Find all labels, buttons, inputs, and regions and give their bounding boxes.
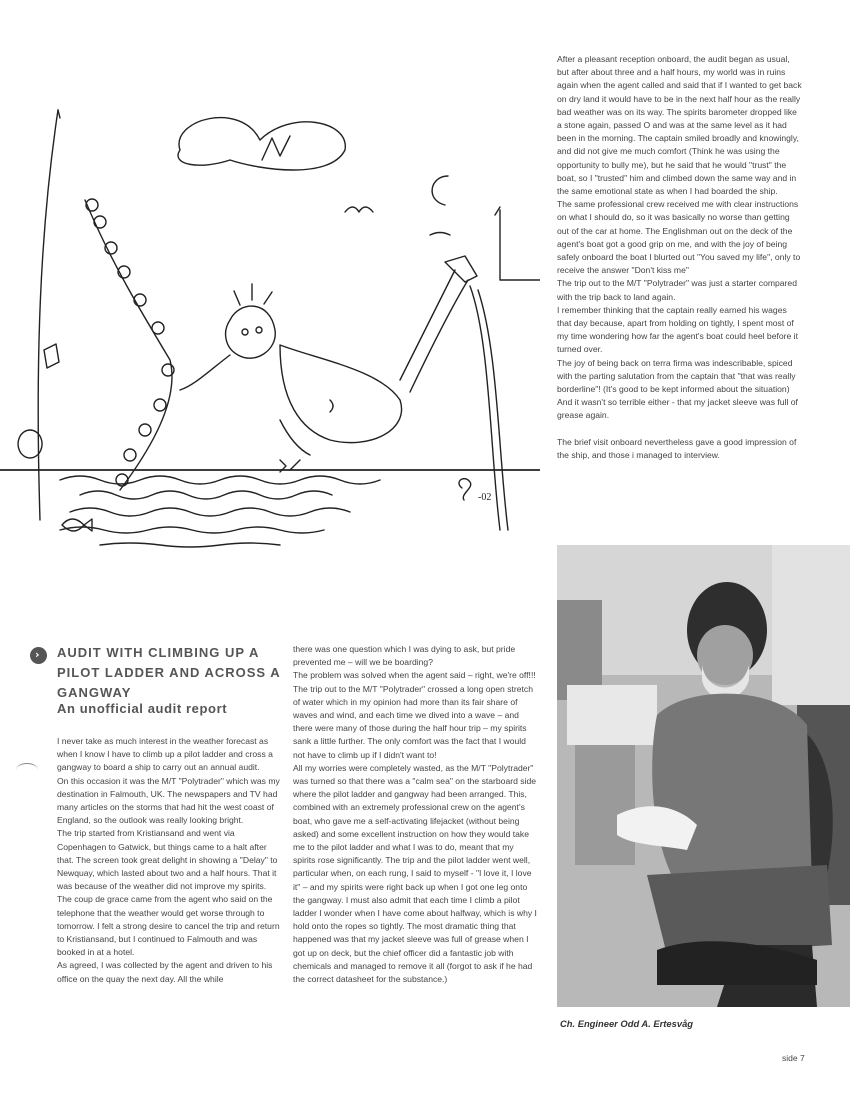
engineer-photo — [557, 545, 850, 1007]
paragraph: The joy of being back on terra firma was indescribable, spiced with the parting salutation from the captain that "that was really borderline"! (It's good to be kept informed about the situation) — [557, 357, 796, 395]
paragraph: The brief visit onboard nevertheless gave a good impression of the ship, and those i managed to interview. — [557, 436, 797, 460]
paragraph: All my worries were completely wasted, as the M/T "Polytrader" was turned so that there was a "calm sea" on the starboard side where the pilot ladder and gangway had been arranged. This, combined with an extremely professional crew on the agent's boat, who gave me a self-activating lifejacket (without being asked) and some excellent instruction on how they would take me to the pilot ladder and what I was to do, meant that my spirits rose significantly. The trip and the pilot ladder went well, particular when, on each rung, I said to myself - "I love it, I love it" – and my spirits were right back up when I got one leg onto the gangway. I must also admit that each time I climb a pilot ladder I wonder when I have come about halfway, which is why I hold onto the ropes so tightly. The most dramatic thing that happened was that my jacket sleeve was full of grease when I got up on deck, but the chief officer did a fantastic job with chemicals and managed to remove it all (forgot to ask if he had the correct datasheet for the substance.) — [293, 762, 537, 985]
cartoon-signature: -02 — [478, 492, 492, 503]
paragraph: The same professional crew received me with clear instructions on what I should do, so it was basically no worse than getting out of the car at home. The Englishman out on the deck of the agent's boat got a good grip on me, and with the joy of being safely onboard the boat I blurted out "You saved my life", only to receive the answer "Don't kiss me" — [557, 199, 801, 276]
left-column-text — [57, 735, 282, 986]
middle-column-text — [293, 643, 538, 986]
paragraph: I remember thinking that the captain really earned his wages that day because, apart from holding on tightly, I spent most of my time wondering how far the agent's boat could heel before it turned over. — [557, 304, 798, 355]
margin-mark — [16, 763, 38, 777]
paragraph: The problem was solved when the agent said – right, we're off!!! The trip out to the M/T "Polytrader" crossed a long open stretch of water which in my opinion had more than its fair share of waves and wind, and each time we dived into a wave – and there were many of those during the half hour trip – my spirits sank a little further. The only comfort was the fact that I would not have to climb up if I didn't want to! — [293, 670, 536, 760]
article-subheading: An unofficial audit report — [57, 701, 228, 716]
paragraph: As agreed, I was collected by the agent and driven to his office on the quay the next day. All the while — [57, 960, 273, 984]
paragraph: The trip started from Kristiansand and went via Copenhagen to Gatwick, but things came to a halt after that. The screen took great delight in showing a "Delay" to Newquay, which lasted about two and a half hours. That it was because of the weather did not improve my spirits. The coup de grace came from the agent who said on the telephone that the weather would get worse through to tomorrow. I felt a strong desire to cancel the trip and return to Kristiansand, but I continued to Falmouth and was booked in at a hotel. — [57, 828, 280, 958]
right-column-text — [557, 53, 802, 462]
paragraph: On this occasion it was the M/T "Polytrader" which was my destination in Falmouth, UK. The newspapers and TV had many articles on the storms that had hit the west coast of England, so the outlook was really looking bright. — [57, 775, 280, 826]
paragraph: After a pleasant reception onboard, the audit began as usual, but after about three and a half hours, my world was in ruins again when the agent called and said that if I wanted to get back on dry land it would have to be in the next half hour as the really bad weather was on its way. The spirits barometer dropped like a stone again, passed O and was at the same level as it had been in the morning. The captain smiled broadly and knowingly, and did not give me much comfort (Think he was using the opportunity to bully me), but he said that he would "trust" the boat, so I "trusted" him and climbed down the same way and in the same emotional state as when I had boarded the ship. — [557, 54, 802, 197]
paragraph: The trip out to the M/T "Polytrader" was just a starter compared with the trip back to land again. — [557, 278, 797, 302]
paragraph: I never take as much interest in the weather forecast as when I know I have to climb up a pilot ladder and cross a gangway to board a ship to carry out an annual audit. — [57, 736, 273, 773]
heading-bullet-icon: › — [30, 647, 47, 664]
paragraph: And it wasn't so terrible either - that my jacket sleeve was full of grease again. — [557, 397, 798, 421]
photo-caption: Ch. Engineer Odd A. Ertesvåg — [560, 1018, 694, 1029]
paragraph: there was one question which I was dying to ask, but pride prevented me – will we be boarding? — [293, 644, 516, 668]
article-heading: AUDIT WITH CLIMBING UP A PILOT LADDER AND ACROSS A GANGWAY — [57, 645, 281, 700]
photo-image — [557, 545, 850, 1007]
cartoon-illustration — [0, 0, 540, 590]
page-number: side 7 — [782, 1053, 805, 1063]
